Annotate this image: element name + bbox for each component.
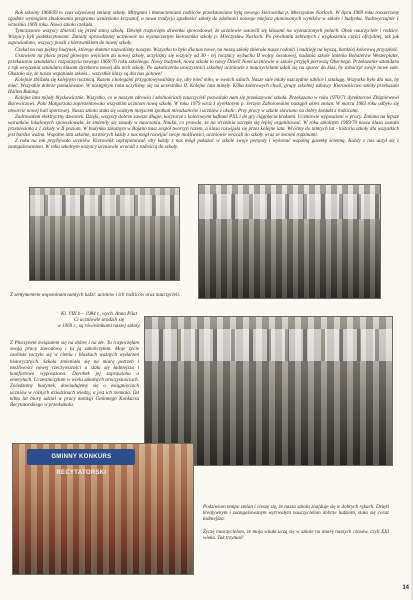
article-text (8, 10, 399, 150)
page-number: 14 (402, 585, 409, 591)
photo-caption-main: Z sentymentem wspominam tamtych ludzi: uczniów i ich rodziców oraz nauczycieli. (10, 292, 181, 298)
class-photo-left (29, 187, 180, 281)
paragraph: Ustawieni na placu przed głównym wejściem do nowej szkoły, uczyliśmy się wszyscy od 30 - tej rocznicy wybuchu II wojny światowej, nadania szkole imienia Bohaterów Westerplatte, przekazania sztandaru i rozpoczęcia nowego 1969/70 roku szkolnego. Nowy budynek, nowa szkoła to nowy Dzień! Nowi uczniowie w szkole przyjęli pierwszą Obecnego. Przekazanie sztandaru z rąk wręczenia sztandaru klasom dyrektora nowej dla nich szkoły. Po zakończeniu uroczystości szkolnej uczniowie z nauczycielami udali się na spacer do klas, by zobaczyć swoje nowe sale. Okazało się, że nasza wspaniała szkoła... wszystkie klasy są dla nas gotowe! (8, 52, 399, 77)
recitation-contest-photo (12, 443, 194, 575)
paragraph: Kolejne lata mijały błyskawicznie. Wszystko, co w naszym zdrowiu i zdolnościach nauczycieli pozwalało nam się przekazywać szkoła. Przekazano w roku 1970/71 dyrektorowi Zbigniewowi Bacewiczowi. Pani Małgorzata zaprezentowała wszystkim uczniom nową szkołę. W roku 1979 wraz z dyrektorem p. Jerzym Zaborowskim nastąpił okres zmian. W marcu 1983 roku odbyło się otwarcie nowej hali sportowej. Nasza szkoła stała się ważnym miejscem spotkań mieszkańców i uczniów z okolic. Przy pracy w szkole stawiano na dobry kontakt z rodzicami. (8, 95, 399, 114)
paragraph: Z roku na rok przybywało uczniów. Kierownik zaproponował, aby każdy z nas mógł pokazać w szkole swoje pomysły i wykonać wspólną gazetkę ścienną. Każdy z nas uczył się z zaangażowaniem. W roku szkolnym wszyscy uczniowie wracali z radością do szkoły. (8, 137, 399, 151)
memoir-caption: Z Pinczynem związałem się na dobre i na złe. Tu rozpoczęłam swoją pracę zawodową i tu ją zakończyłem. Moje życie osobiste toczyło się w cieniu i blaskach ważnych wydarzeń historycznych. Szkoła zmieniała się na miarę potrzeb i możliwości nowej rzeczywistości a stała się ładniejsza i komfortowo wyposażona. Dorobek jej zaprawiona o emerytach. Uczestniczyłam w wielu szkolnych uroczystościach. Zwiedzamy budynek, dowiadujemy się o osiągnięciach uczniów w różnych dziedzinach wiedzy, a jest ich niemało. Od kilku lat biorę udział w pracy komisji Gminnego Konkursu Recytatorskiego w przedszkolu. (10, 340, 139, 409)
paragraph: Rok szkolny 1968/69 to czas ożywionej zmiany szkoły. Mitygami i tłumaczeniami rodziców przedstawiano byłą nowego kierownika p. Mieczysław Narloch. W lipcu 1969 roku rozszerzony zgodnie wymogiem zbudowania programu wzniesiono krzysztof, a nowa tradycja zgodności szkoły do zdolności nowego miejsca planowanych wyników w szkole i budynku. Nadzwyczajnie 1 września 1969 roku. Nowa szkoła czekała. (8, 10, 399, 29)
class-caption (40, 311, 158, 330)
photo-windows (145, 329, 392, 362)
closing-paragraph: Podziwiam tempo zmian i cieszę się, że nasza szkoła znajduje się w dobrych rękach. Dzięki kreatywnym i zaangażowanym wytrwałym nauczycielom dobrze ludziom, stała się coraz ładniejsza. (203, 504, 389, 523)
paragraph: Tymczasowo wszyscy zbierali się przed starą szkołą. Dźwięk rozpoczęła dzwonka spowodował, że uczniowie ustawili się klasami na wyznaczonych polach. Obok nauczyciele i rodzice. Wszyscy byli podekscytowani. Zmiany sprawdzonej uczniowie na wyznaczonym kierownika szkoły p. Mieczysław Narloch. Po powitaniu zebranych i wygłoszeniu części oficjalnej, tak jak zapowiadano, wszyscy poszli z kierownikiem do nowej szkoły. (8, 28, 399, 47)
contest-banner: GMINNY KONKURS RECYTATORSKI (27, 449, 135, 465)
class-caption-line: Kl. VIII b – 1984 r., wych. Anna Pilat (60, 311, 138, 317)
paragraph: Czekał na nas piękny budynek, którego dumnie nazwaliśmy naszym. Wszystko to było dla nas nowe, na naszą szkołę zbierało nasze radości i nadzieję na lepszą, bardziej kolorową przyszłość. (15, 46, 399, 53)
photo-windows (30, 195, 179, 215)
paragraph: Zadrowałem elektryczny dzwonek. Dzięki, wszyscy dobrze zawsze długie, korytarze z kolorowymi kaflami PXL i do gry ciągnięcia krokami. Uczniowie wyposażeni w pracy. Zmiana na lepsze warunków lokalowych spowodowała, że zmieniły się zasady w nauczaniu. Nauka, co prawda, że na wrześniu zaczęła się lepiej organizować. W roku szkolnym 1969/70 nasza klasa została przeniesiona z 1 szkoły w II poziom. W budynku szkolnym w Bojano nasz zespół tworzyli razem, a klasa rozwijała się przez kolejne lata. Wróćmy do tamtych lat - historia szkoły dla wszystkich jest bardzo ważna. Wspólne lata szkolne, na których każdy z nas mógł rozwijać swoje możliwości, uczniowie wracali do szkoły wraz ze swoimi rodzinami. (8, 113, 399, 138)
photo-windows (199, 194, 380, 219)
class-photo-right (198, 184, 381, 299)
class-caption-line: w 1969 r., są rówieśnikami naszej szkoły. (57, 323, 141, 330)
class-caption-line: Ci uczniowie urodzili się (73, 317, 125, 324)
closing-paragraph: Życzę nauczycielom, że moja wnuki uczą się w szkole na miarę naszych czasów, czyli XXI wieku. Tak trzymać! (203, 528, 389, 541)
closing-caption (203, 504, 389, 541)
paragraph: Kolejnie zbliżała się kolejnym rocznicą. Razem z kolegami przygotowywaliśmy się, aby mieć miło, w swoich salach. Nasze sale miały oszczędnie tablice i sztalugę. Wszystko było dla nas, by mieć. Wszystkie dobrze pomalowane. W następnym roku uczyliśmy się na uczestnika II. Kolejne lata minęły. Kilka kolorowych chwil, grupy szkolnej zabawy. Kierownictwo szkoły przekazało Halina Bulang. (8, 77, 399, 96)
